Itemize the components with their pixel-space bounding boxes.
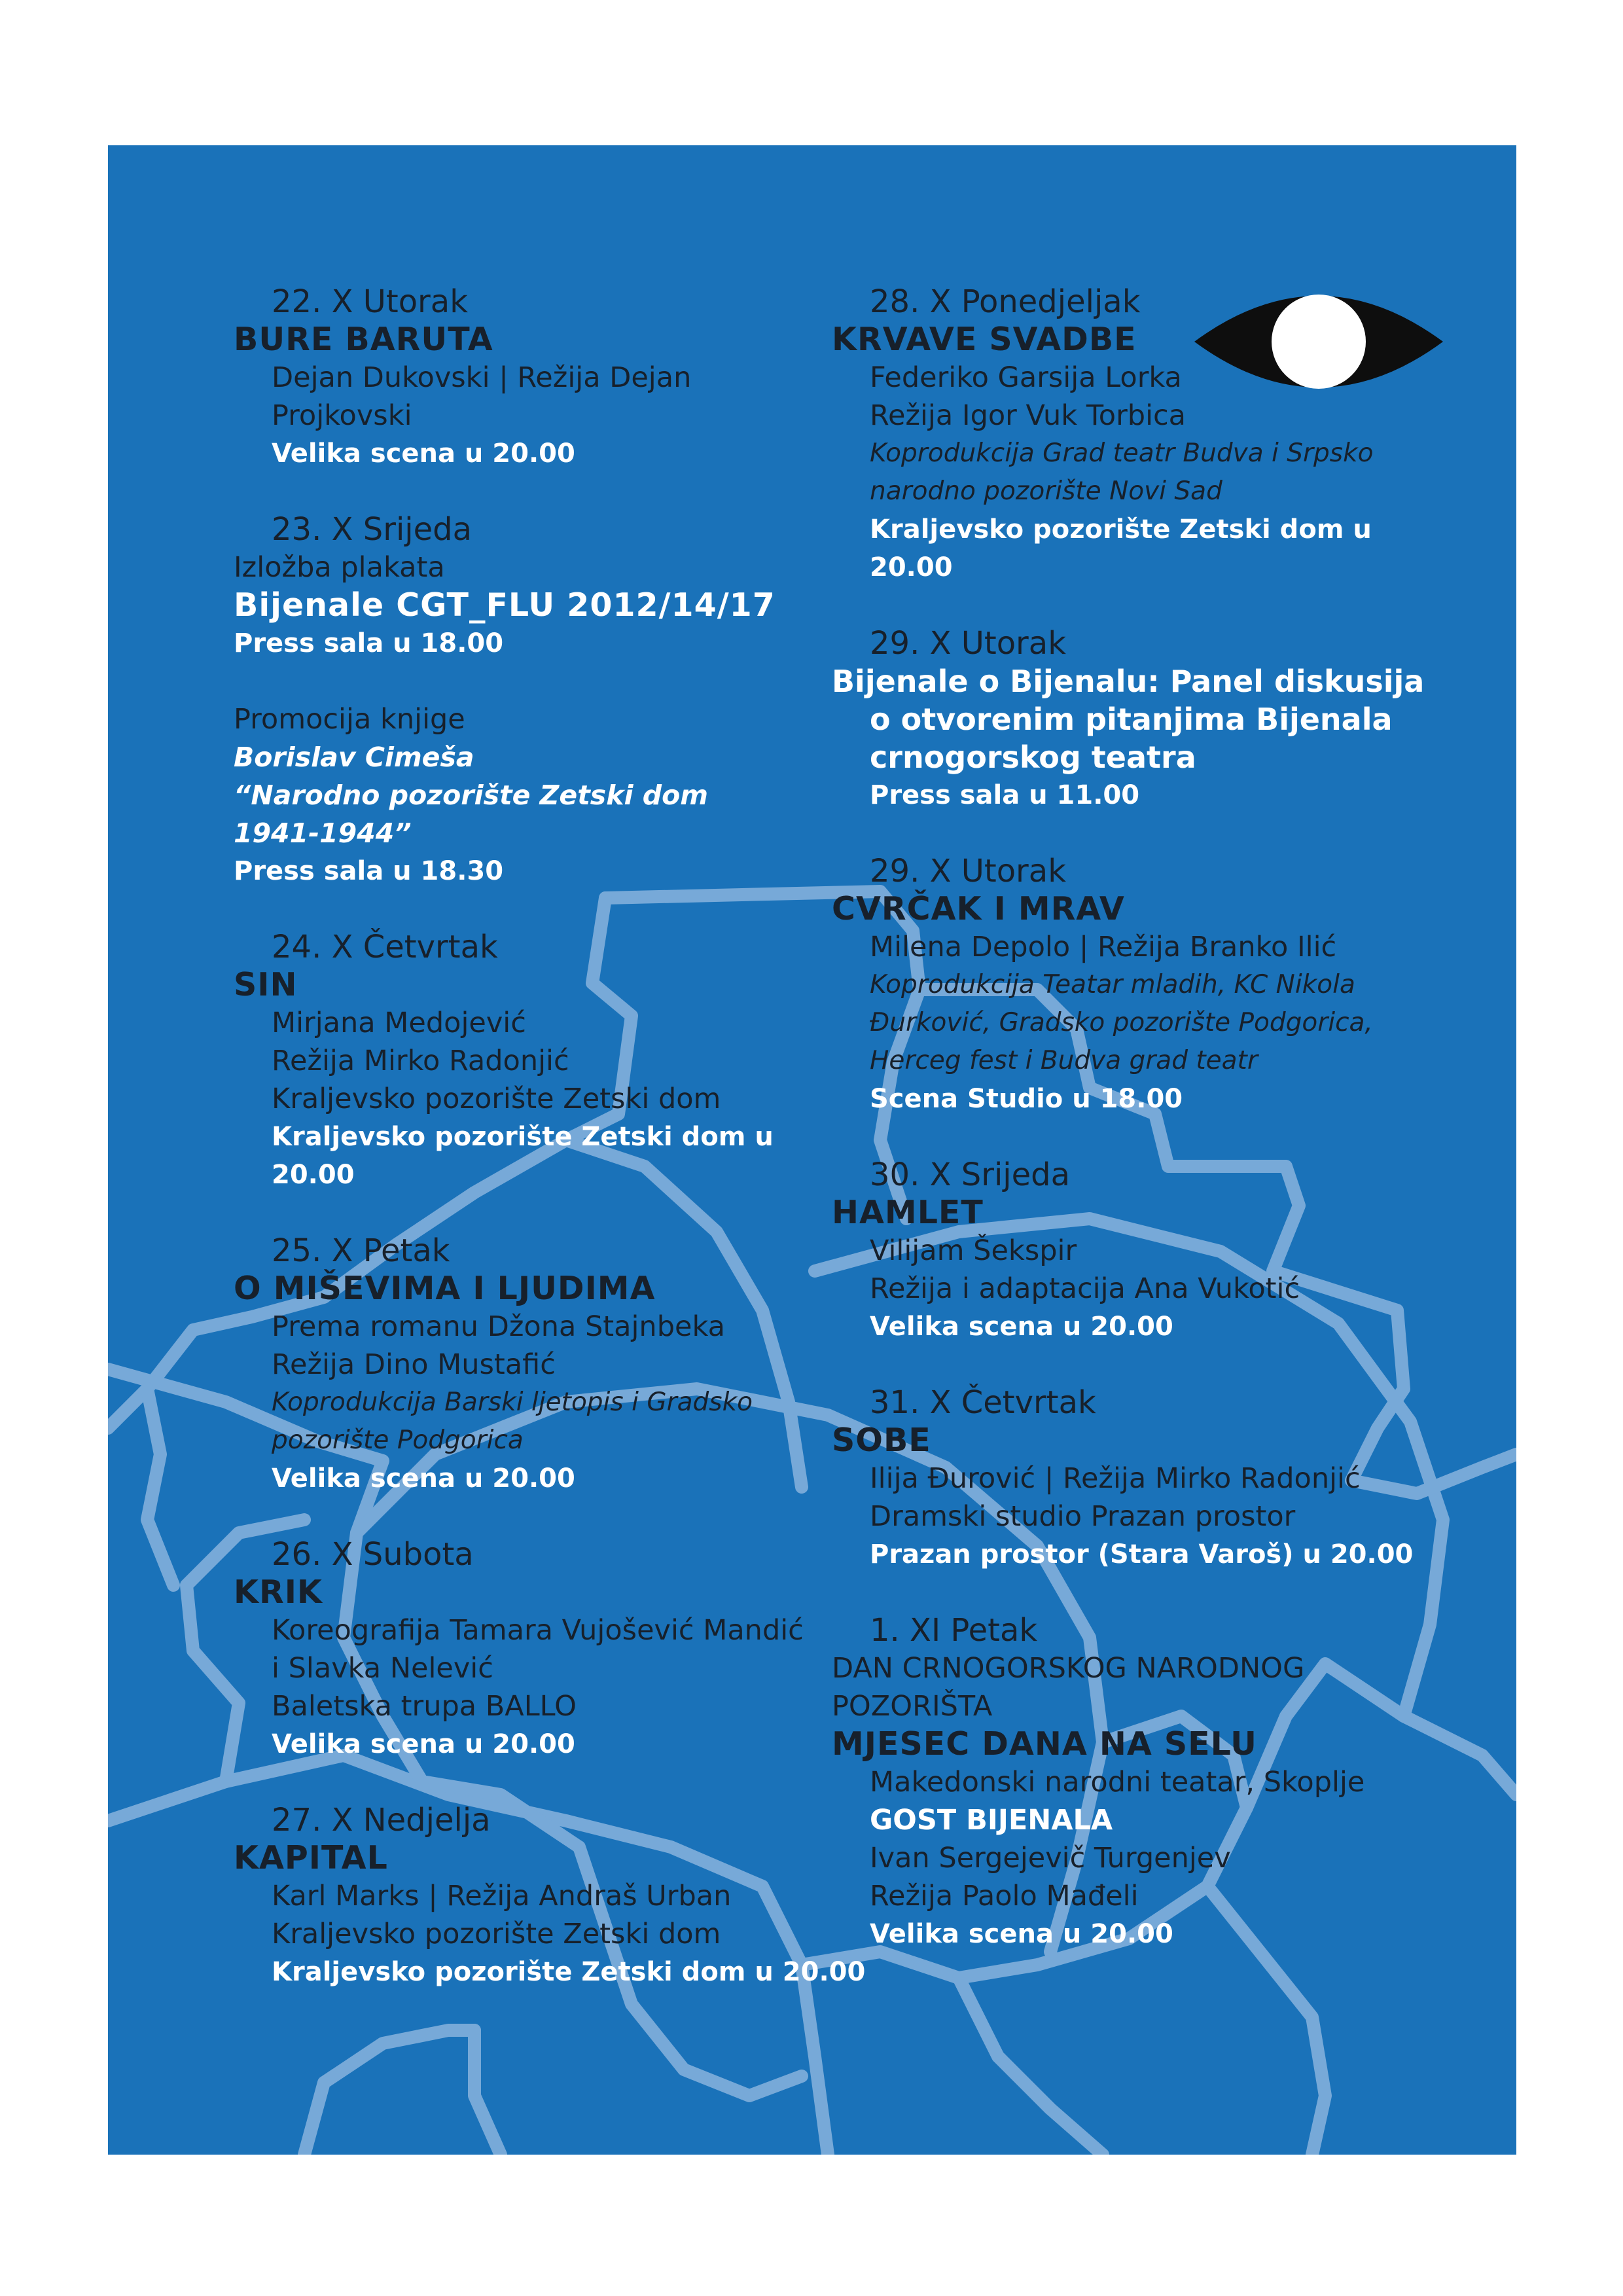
event-27-oct <box>234 1801 866 1991</box>
event-venue: Velika scena u 20.00 <box>272 1729 575 1759</box>
program-right-column <box>832 283 1460 1953</box>
event-date: 30. X Srijeda <box>870 1157 1071 1193</box>
event-title: BURE BARUTA <box>234 321 493 358</box>
event-title: crnogorskog teatra <box>870 740 1196 775</box>
event-venue: 20.00 <box>870 552 953 583</box>
event-coproduction: Herceg fest i Budva grad teatr <box>870 1046 1258 1075</box>
event-book-promotion <box>234 700 836 890</box>
event-line: Ilija Đurović | Režija Mirko Radonjić <box>870 1462 1361 1495</box>
event-venue: Velika scena u 20.00 <box>870 1919 1173 1949</box>
event-28-oct <box>832 283 1460 586</box>
event-line: Dramski studio Prazan prostor <box>870 1500 1296 1533</box>
event-line: Režija Dino Mustafić <box>272 1348 556 1381</box>
event-24-oct <box>234 928 836 1194</box>
event-venue: Kraljevsko pozorište Zetski dom u 20.00 <box>272 1957 866 1987</box>
event-venue: Kraljevsko pozorište Zetski dom u <box>870 514 1372 545</box>
event-line: Projkovski <box>272 399 412 432</box>
event-line: Dejan Dukovski | Režija Dejan <box>272 361 692 394</box>
event-1-nov <box>832 1611 1460 1953</box>
event-line: Režija Mirko Radonjić <box>272 1045 569 1077</box>
event-venue: Velika scena u 20.00 <box>870 1312 1173 1342</box>
event-venue: Prazan prostor (Stara Varoš) u 20.00 <box>870 1539 1414 1570</box>
event-coproduction: Koprodukcija Teatar mladih, KC Nikola <box>870 970 1355 999</box>
event-title: HAMLET <box>832 1194 984 1231</box>
event-venue: Velika scena u 20.00 <box>272 1463 575 1494</box>
event-title: KRVAVE SVADBE <box>832 321 1137 358</box>
event-line: i Slavka Nelević <box>272 1652 493 1685</box>
event-pre-title: POZORIŠTA <box>832 1690 993 1723</box>
program-left-column <box>234 283 866 1991</box>
event-date: 26. X Subota <box>272 1536 474 1573</box>
event-coproduction: narodno pozorište Novi Sad <box>870 476 1222 506</box>
event-line: Mirjana Medojević <box>272 1007 526 1039</box>
event-title: KRIK <box>234 1573 323 1611</box>
book-title: “Narodno pozorište Zetski dom <box>234 780 709 811</box>
event-venue: Scena Studio u 18.00 <box>870 1084 1183 1114</box>
event-line: Ivan Sergejevič Turgenjev <box>870 1842 1231 1874</box>
event-25-oct <box>234 1232 836 1498</box>
event-date: 29. X Utorak <box>870 853 1066 889</box>
event-line: Makedonski narodni teatar, Skoplje <box>870 1766 1365 1799</box>
program-poster <box>108 145 1516 2155</box>
event-29-oct-panel <box>832 624 1460 814</box>
event-26-oct <box>234 1535 836 1763</box>
event-coproduction: Koprodukcija Grad teatr Budva i Srpsko <box>870 439 1374 468</box>
event-date: 25. X Petak <box>272 1232 450 1269</box>
event-title: Bijenale o Bijenalu: Panel diskusija <box>832 664 1425 699</box>
event-line: Režija Paolo Mađeli <box>870 1880 1139 1912</box>
event-date: 22. X Utorak <box>272 283 468 320</box>
book-title: 1941-1944” <box>234 817 412 849</box>
event-23-oct <box>234 511 836 662</box>
event-title: o otvorenim pitanjima Bijenala <box>870 702 1393 737</box>
event-29-oct-cvrcak <box>832 852 1460 1118</box>
event-venue: Kraljevsko pozorište Zetski dom u <box>272 1122 774 1152</box>
book-author: Borislav Cimeša <box>234 742 474 773</box>
event-line: Prema romanu Džona Stajnbeka <box>272 1310 725 1343</box>
event-title: O MIŠEVIMA I LJUDIMA <box>234 1270 656 1307</box>
event-venue: Press sala u 18.00 <box>234 628 504 658</box>
event-date: 1. XI Petak <box>870 1612 1038 1649</box>
event-date: 31. X Četvrtak <box>870 1384 1096 1421</box>
event-venue: Press sala u 18.30 <box>234 856 504 886</box>
event-line: Vilijam Šekspir <box>870 1234 1077 1267</box>
event-22-oct <box>234 283 836 473</box>
event-pre-title: Izložba plakata <box>234 551 445 584</box>
event-coproduction: pozorište Podgorica <box>272 1426 524 1455</box>
event-venue: 20.00 <box>272 1160 355 1190</box>
event-line: Milena Depolo | Režija Branko Ilić <box>870 931 1337 963</box>
event-title: CVRČAK I MRAV <box>832 890 1125 927</box>
event-line: Koreografija Tamara Vujošević Mandić <box>272 1614 804 1647</box>
event-date: 27. X Nedjelja <box>272 1802 491 1839</box>
event-title: Bijenale CGT_FLU 2012/14/17 <box>234 586 776 624</box>
event-line: Baletska trupa BALLO <box>272 1690 577 1723</box>
event-coproduction: Đurković, Gradsko pozorište Podgorica, <box>870 1008 1373 1037</box>
event-date: 29. X Utorak <box>870 625 1066 662</box>
event-date: 28. X Ponedjeljak <box>870 283 1141 320</box>
event-venue: Press sala u 11.00 <box>870 780 1140 810</box>
event-coproduction: Koprodukcija Barski ljetopis i Gradsko <box>272 1388 753 1417</box>
event-31-oct <box>832 1384 1460 1573</box>
event-title: MJESEC DANA NA SELU <box>832 1725 1257 1763</box>
event-venue: Velika scena u 20.00 <box>272 439 575 469</box>
event-pre-title: DAN CRNOGORSKOG NARODNOG <box>832 1652 1305 1685</box>
event-title: SIN <box>234 966 298 1003</box>
event-pre-title: Promocija knjige <box>234 703 465 736</box>
event-date: 23. X Srijeda <box>272 511 473 548</box>
event-line: Kraljevsko pozorište Zetski dom <box>272 1918 721 1950</box>
guest-label: GOST BIJENALA <box>870 1804 1113 1837</box>
event-line: Karl Marks | Režija Andraš Urban <box>272 1880 732 1912</box>
event-line: Režija Igor Vuk Torbica <box>870 399 1186 432</box>
event-title: KAPITAL <box>234 1839 388 1876</box>
event-30-oct <box>832 1156 1460 1346</box>
event-line: Federiko Garsija Lorka <box>870 361 1182 394</box>
event-line: Kraljevsko pozorište Zetski dom <box>272 1083 721 1115</box>
event-title: SOBE <box>832 1422 931 1459</box>
event-line: Režija i adaptacija Ana Vukotić <box>870 1272 1300 1305</box>
event-date: 24. X Četvrtak <box>272 929 498 965</box>
